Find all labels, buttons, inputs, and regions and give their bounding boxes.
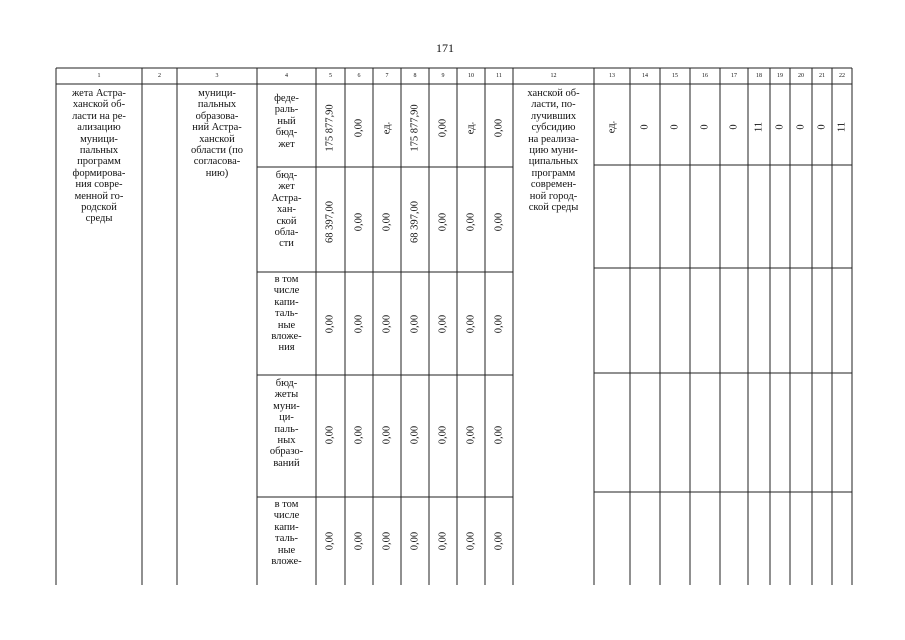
cell-r2-c9: 0,00 — [437, 314, 449, 334]
header-col-16: 16 — [702, 73, 708, 79]
header-col-15: 15 — [672, 73, 678, 79]
header-col-6: 6 — [357, 73, 361, 79]
header-col-18: 18 — [756, 73, 762, 79]
header-col-17: 17 — [731, 73, 737, 79]
header-col-10: 10 — [468, 73, 474, 79]
cell-r4-c9: 0,00 — [437, 531, 449, 551]
funding-source-capital-2: в том числе капи- таль- ные вложе- — [271, 499, 302, 568]
indicator-c13: ед. — [606, 120, 618, 134]
indicator-c16: 0 — [699, 124, 711, 130]
indicator-c20: 0 — [795, 124, 807, 130]
col3-recipients: муници- пальных образова- ний Астра- ханской области (по согласова- нию) — [190, 88, 244, 179]
cell-r2-c6: 0,00 — [353, 314, 365, 334]
col1-description: жета Астра- ханской об- ласти на ре- ализацию муници- пальных программ формирова- ния совре- менной го- родской среды — [72, 88, 126, 225]
cell-r4-c8: 0,00 — [409, 531, 421, 551]
cell-r1-c6: 0,00 — [353, 212, 365, 232]
cell-r0-c5: 175 877,90 — [324, 104, 336, 152]
header-col-3: 3 — [215, 73, 219, 79]
cell-r2-c7: 0,00 — [381, 314, 393, 334]
cell-r0-c10: ед. — [465, 121, 477, 135]
cell-r1-c10: 0,00 — [465, 212, 477, 232]
cell-r1-c7: 0,00 — [381, 212, 393, 232]
cell-r0-c6: 0,00 — [353, 118, 365, 138]
header-col-13: 13 — [609, 73, 615, 79]
cell-r3-c11: 0,00 — [493, 425, 505, 445]
indicator-c17: 0 — [728, 124, 740, 130]
header-col-5: 5 — [329, 73, 332, 79]
indicator-c18: 11 — [753, 121, 765, 133]
funding-source-municipal: бюд- жеты муни- ци- паль- ных образо- ваний — [269, 378, 304, 469]
cell-r1-c5: 68 397,00 — [324, 201, 336, 243]
funding-source-regional: бюд- жет Астра- хан- ской обла- сти — [271, 170, 302, 250]
header-col-2: 2 — [158, 73, 161, 79]
cell-r3-c8: 0,00 — [409, 425, 421, 445]
indicator-c19: 0 — [774, 124, 786, 130]
header-col-8: 8 — [413, 73, 417, 79]
header-col-12: 12 — [550, 73, 557, 79]
indicator-c15: 0 — [669, 124, 681, 130]
cell-r0-c11: 0,00 — [493, 118, 505, 138]
cell-r4-c6: 0,00 — [353, 531, 365, 551]
cell-r4-c5: 0,00 — [324, 531, 336, 551]
cell-r4-c11: 0,00 — [493, 531, 505, 551]
indicator-c14: 0 — [639, 124, 651, 130]
header-col-4: 4 — [285, 73, 288, 79]
cell-r3-c5: 0,00 — [324, 425, 336, 445]
header-col-9: 9 — [441, 73, 445, 79]
cell-r1-c11: 0,00 — [493, 212, 505, 232]
header-col-7: 7 — [385, 73, 389, 79]
cell-r3-c6: 0,00 — [353, 425, 365, 445]
cell-r0-c9: 0,00 — [437, 118, 449, 138]
header-col-19: 19 — [777, 73, 783, 79]
page-number: 171 — [436, 41, 454, 55]
indicator-c21: 0 — [816, 124, 828, 130]
cell-r2-c8: 0,00 — [409, 314, 421, 334]
header-col-11: 11 — [496, 73, 502, 79]
cell-r2-c5: 0,00 — [324, 314, 336, 334]
cell-r3-c9: 0,00 — [437, 425, 449, 445]
cell-r1-c9: 0,00 — [437, 212, 449, 232]
cell-r0-c7: ед. — [381, 121, 393, 135]
cell-r2-c10: 0,00 — [465, 314, 477, 334]
cell-r1-c8: 68 397,00 — [409, 201, 421, 243]
cell-r3-c7: 0,00 — [381, 425, 393, 445]
header-col-14: 14 — [642, 73, 648, 79]
funding-source-capital-1: в том числе капи- таль- ные вложе- ния — [271, 274, 302, 354]
col12-indicator: ханской об- ласти, по- лучивших субсидию на реализа- цию муни- ципальных программ современ- ной город- ской среды — [527, 88, 580, 214]
header-col-20: 20 — [798, 73, 804, 79]
header-col-22: 22 — [839, 73, 845, 79]
cell-r0-c8: 175 877,90 — [409, 104, 421, 152]
header-col-1: 1 — [97, 73, 101, 79]
indicator-c22: 11 — [836, 121, 848, 133]
cell-r2-c11: 0,00 — [493, 314, 505, 334]
cell-r4-c10: 0,00 — [465, 531, 477, 551]
funding-source-federal: феде- раль- ный бюд- жет — [274, 93, 299, 150]
cell-r4-c7: 0,00 — [381, 531, 393, 551]
header-col-21: 21 — [819, 73, 825, 79]
cell-r3-c10: 0,00 — [465, 425, 477, 445]
